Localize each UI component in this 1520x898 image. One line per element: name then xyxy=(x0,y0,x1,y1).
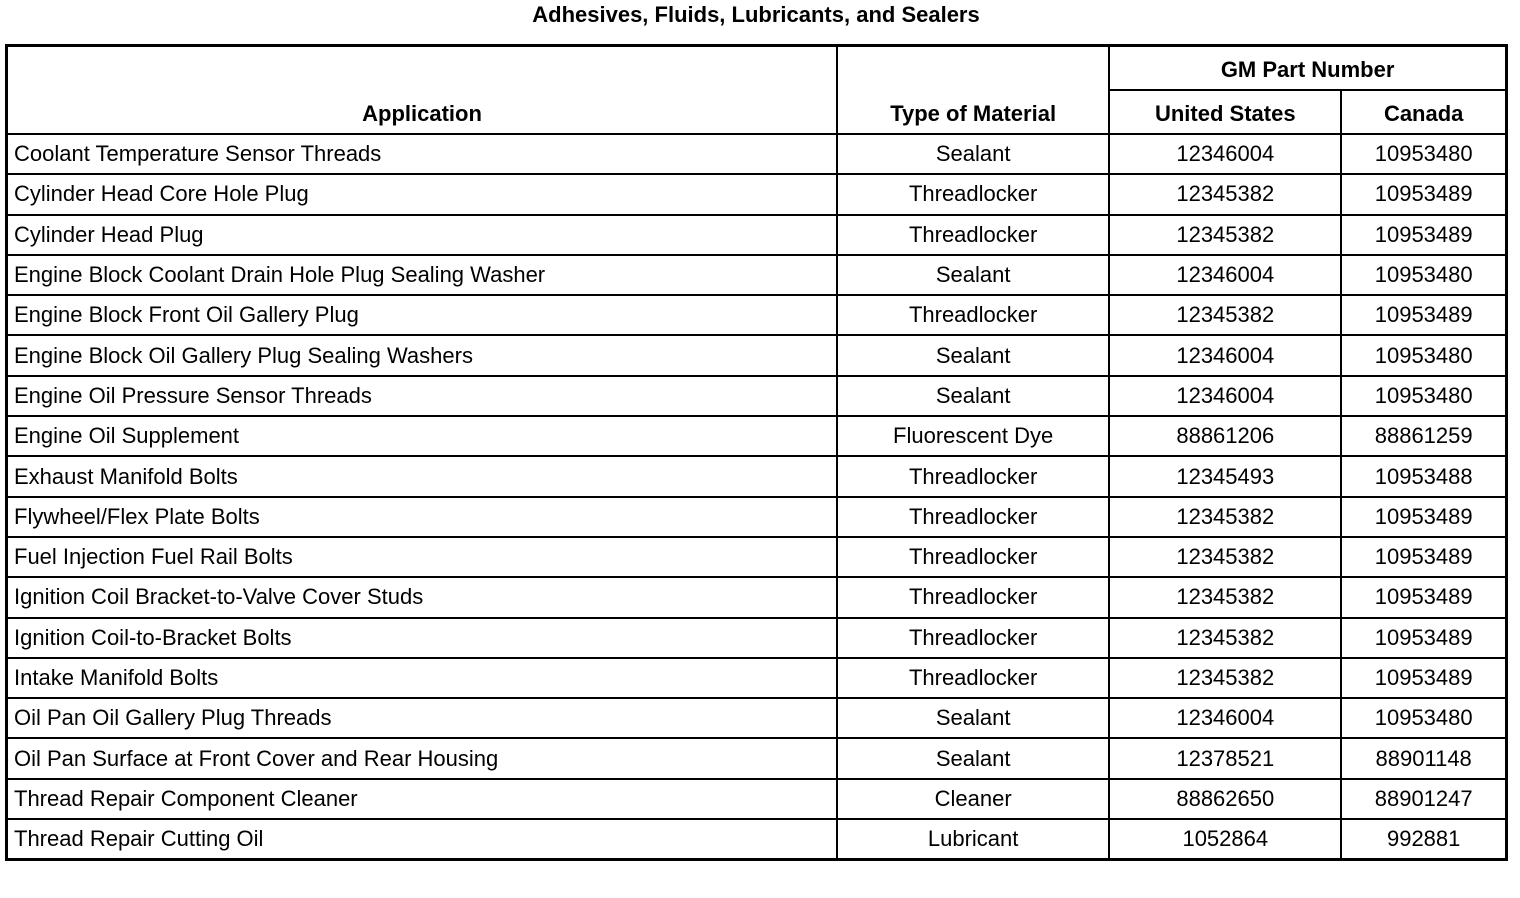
material-cell: Sealant xyxy=(837,738,1109,778)
material-cell: Sealant xyxy=(837,255,1109,295)
us-part-number-cell: 12346004 xyxy=(1109,698,1341,738)
us-part-number-cell: 12345382 xyxy=(1109,537,1341,577)
material-cell: Threadlocker xyxy=(837,456,1109,496)
material-cell: Threadlocker xyxy=(837,618,1109,658)
canada-part-number-cell: 10953480 xyxy=(1341,255,1506,295)
material-cell: Threadlocker xyxy=(837,174,1109,214)
column-header-canada: Canada xyxy=(1341,90,1506,134)
application-cell: Thread Repair Component Cleaner xyxy=(7,779,838,819)
canada-part-number-cell: 10953489 xyxy=(1341,174,1506,214)
us-part-number-cell: 12346004 xyxy=(1109,255,1341,295)
canada-part-number-cell: 10953489 xyxy=(1341,577,1506,617)
material-cell: Threadlocker xyxy=(837,215,1109,255)
table-row xyxy=(7,738,1507,778)
application-cell: Oil Pan Oil Gallery Plug Threads xyxy=(7,698,838,738)
material-cell: Fluorescent Dye xyxy=(837,416,1109,456)
canada-part-number-cell: 10953480 xyxy=(1341,335,1506,375)
us-part-number-cell: 12345382 xyxy=(1109,577,1341,617)
table-row xyxy=(7,335,1507,375)
material-cell: Sealant xyxy=(837,376,1109,416)
table-row xyxy=(7,134,1507,174)
table-row xyxy=(7,215,1507,255)
table-row xyxy=(7,255,1507,295)
canada-part-number-cell: 10953489 xyxy=(1341,658,1506,698)
table-row xyxy=(7,295,1507,335)
application-cell: Ignition Coil-to-Bracket Bolts xyxy=(7,618,838,658)
canada-part-number-cell: 992881 xyxy=(1341,819,1506,860)
material-cell: Sealant xyxy=(837,698,1109,738)
application-cell: Fuel Injection Fuel Rail Bolts xyxy=(7,537,838,577)
material-cell: Threadlocker xyxy=(837,295,1109,335)
application-cell: Coolant Temperature Sensor Threads xyxy=(7,134,838,174)
us-part-number-cell: 12345382 xyxy=(1109,497,1341,537)
table-row xyxy=(7,497,1507,537)
table-row xyxy=(7,174,1507,214)
application-cell: Oil Pan Surface at Front Cover and Rear Housing xyxy=(7,738,838,778)
application-cell: Flywheel/Flex Plate Bolts xyxy=(7,497,838,537)
application-cell: Engine Block Oil Gallery Plug Sealing Washers xyxy=(7,335,838,375)
us-part-number-cell: 12378521 xyxy=(1109,738,1341,778)
material-cell: Threadlocker xyxy=(837,537,1109,577)
application-cell: Cylinder Head Core Hole Plug xyxy=(7,174,838,214)
us-part-number-cell: 12346004 xyxy=(1109,335,1341,375)
application-cell: Engine Block Coolant Drain Hole Plug Sealing Washer xyxy=(7,255,838,295)
application-cell: Engine Oil Pressure Sensor Threads xyxy=(7,376,838,416)
application-cell: Cylinder Head Plug xyxy=(7,215,838,255)
material-cell: Threadlocker xyxy=(837,497,1109,537)
canada-part-number-cell: 10953489 xyxy=(1341,215,1506,255)
us-part-number-cell: 88861206 xyxy=(1109,416,1341,456)
canada-part-number-cell: 88901148 xyxy=(1341,738,1506,778)
material-cell: Sealant xyxy=(837,134,1109,174)
us-part-number-cell: 1052864 xyxy=(1109,819,1341,860)
material-cell: Threadlocker xyxy=(837,577,1109,617)
us-part-number-cell: 12345382 xyxy=(1109,618,1341,658)
table-row xyxy=(7,537,1507,577)
table-row xyxy=(7,456,1507,496)
table-header xyxy=(7,46,1507,135)
us-part-number-cell: 12346004 xyxy=(1109,376,1341,416)
canada-part-number-cell: 10953480 xyxy=(1341,698,1506,738)
application-cell: Intake Manifold Bolts xyxy=(7,658,838,698)
canada-part-number-cell: 88901247 xyxy=(1341,779,1506,819)
application-cell: Exhaust Manifold Bolts xyxy=(7,456,838,496)
canada-part-number-cell: 10953489 xyxy=(1341,618,1506,658)
canada-part-number-cell: 10953489 xyxy=(1341,497,1506,537)
application-cell: Ignition Coil Bracket-to-Valve Cover Studs xyxy=(7,577,838,617)
table-row xyxy=(7,376,1507,416)
application-cell: Thread Repair Cutting Oil xyxy=(7,819,838,860)
us-part-number-cell: 88862650 xyxy=(1109,779,1341,819)
table-row xyxy=(7,779,1507,819)
canada-part-number-cell: 10953488 xyxy=(1341,456,1506,496)
us-part-number-cell: 12345493 xyxy=(1109,456,1341,496)
us-part-number-cell: 12346004 xyxy=(1109,134,1341,174)
table-row xyxy=(7,819,1507,860)
material-cell: Sealant xyxy=(837,335,1109,375)
page-title: Adhesives, Fluids, Lubricants, and Sealers xyxy=(532,2,980,27)
column-header-united-states: United States xyxy=(1109,90,1341,134)
table-body xyxy=(7,134,1507,860)
table-row xyxy=(7,698,1507,738)
canada-part-number-cell: 10953489 xyxy=(1341,537,1506,577)
us-part-number-cell: 12345382 xyxy=(1109,295,1341,335)
column-header-gm-part-number: GM Part Number xyxy=(1109,46,1506,91)
us-part-number-cell: 12345382 xyxy=(1109,174,1341,214)
table-row xyxy=(7,618,1507,658)
canada-part-number-cell: 10953480 xyxy=(1341,134,1506,174)
table-row xyxy=(7,658,1507,698)
canada-part-number-cell: 10953489 xyxy=(1341,295,1506,335)
material-cell: Threadlocker xyxy=(837,658,1109,698)
table-row xyxy=(7,416,1507,456)
canada-part-number-cell: 10953480 xyxy=(1341,376,1506,416)
material-cell: Cleaner xyxy=(837,779,1109,819)
application-cell: Engine Block Front Oil Gallery Plug xyxy=(7,295,838,335)
application-cell: Engine Oil Supplement xyxy=(7,416,838,456)
material-cell: Lubricant xyxy=(837,819,1109,860)
column-header-type-of-material: Type of Material xyxy=(837,46,1109,135)
column-header-application: Application xyxy=(7,46,838,135)
us-part-number-cell: 12345382 xyxy=(1109,658,1341,698)
canada-part-number-cell: 88861259 xyxy=(1341,416,1506,456)
table-row xyxy=(7,577,1507,617)
us-part-number-cell: 12345382 xyxy=(1109,215,1341,255)
parts-table xyxy=(5,44,1508,861)
